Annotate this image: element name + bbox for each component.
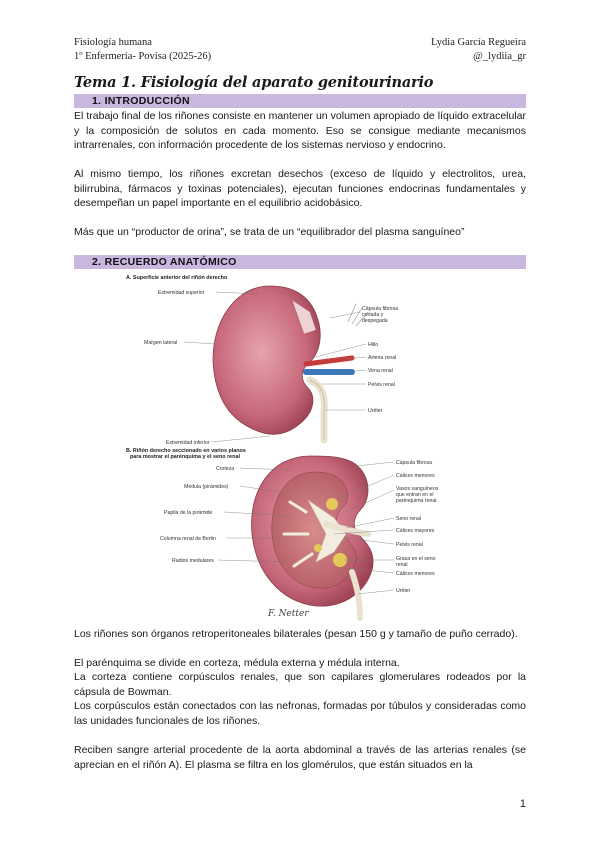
page-number: 1	[519, 798, 526, 810]
section-heading-text: 2. RECUERDO ANATÓMICO	[92, 256, 237, 268]
kidney-b-illustration	[252, 456, 374, 618]
label-vasos-2: que entran en el	[396, 492, 434, 498]
anatomy-paragraph-4: Los corpúsculos están conectados con las nefronas, formadas por túbulos y consideradas como las unidades funcionales de los riñones.	[74, 700, 526, 727]
intro-paragraph-2: Al mismo tiempo, los riñones excretan desechos (exceso de líquido y electrolitos, urea, bilirrubina, fármacos y toxinas potenciales), ejecutan funciones endocrinas fundamentales y desempeñan un papel importante en el equilibrio acidobásico.	[74, 168, 526, 209]
figure-heading-a: A. Superficie anterior del riñón derecho	[126, 275, 228, 281]
kidney-a-illustration	[213, 286, 368, 440]
label-calices-menores: Cálices menores	[396, 473, 435, 479]
label-grasa-2: renal	[396, 562, 408, 568]
label-extremidad-superior: Extremidad superior	[158, 290, 205, 296]
anatomy-paragraph-3: La corteza contiene corpúsculos renales, que son capilares glomerulares rodeados por la cápsula de Bowman.	[74, 671, 526, 698]
intro-paragraph-3: Más que un “productor de orina”, se trata de un “equilibrador del plasma sanguíneo”	[74, 226, 465, 238]
anatomy-paragraph-2: El parénquima se divide en corteza, médula externa y médula interna.	[74, 657, 400, 669]
label-capsula-fibrosa-2: cortada y	[362, 312, 384, 318]
anatomy-paragraph-5: Reciben sangre arterial procedente de la aorta abdominal a través de las arterias renales (se aprecian en el riñón A). El plasma se filtra en los glomérulos, que están situados en la	[74, 744, 526, 771]
label-radios-medulares: Radios medulares	[172, 558, 214, 564]
anatomy-paragraph-1: Los riñones son órganos retroperitoneales bilaterales (pesan 150 g y tamaño de puño cerrado).	[74, 628, 518, 640]
label-capsula-fibrosa-b: Cápsula fibrosa	[396, 460, 433, 466]
label-columna-renal: Columna renal de Bertin	[160, 536, 216, 542]
label-ureter-a: Uréter	[368, 408, 383, 414]
figure-heading-b-2: para mostrar el parénquima y el seno renal	[130, 454, 240, 460]
label-arteria-renal: Arteria renal	[368, 355, 397, 361]
label-vasos-3: parénquima renal	[396, 498, 437, 504]
label-grasa-1: Grasa en el seno	[396, 556, 436, 562]
label-capsula-fibrosa-3: despegada	[362, 318, 388, 324]
label-seno-renal: Seno renal	[396, 516, 422, 522]
label-vena-renal: Vena renal	[368, 368, 393, 374]
label-capsula-fibrosa-1: Cápsula fibrosa	[362, 306, 399, 312]
label-ureter-b: Uréter	[396, 588, 411, 594]
label-calices-mayores: Cálices mayores	[396, 528, 435, 534]
label-calices-menores-2: Cálices menores	[396, 571, 435, 577]
figure-heading-b-1: B. Riñón derecho seccionado en varios planos	[126, 448, 246, 454]
course-details: 1º Enfermería- Povisa (2025-26)	[74, 51, 212, 62]
label-extremidad-inferior: Extremidad inferior	[166, 440, 210, 446]
section-heading-recuerdo-anatomico	[74, 255, 526, 269]
illustrator-signature: F. Netter	[268, 609, 309, 619]
label-margen-lateral: Margen lateral	[144, 340, 178, 346]
label-pelvis-renal-a: Pelvis renal	[368, 382, 395, 388]
author-name: Lydia García Regueira	[430, 37, 526, 48]
section-heading-text: 1. INTRODUCCIÓN	[92, 95, 190, 107]
section-heading-introduccion	[74, 94, 526, 108]
label-pelvis-renal-b: Pelvis renal	[396, 542, 423, 548]
document-title: Tema 1. Fisiología del aparato genitourinario	[74, 74, 434, 91]
page-header-right	[431, 36, 526, 64]
label-papila: Papila de la pirámide	[164, 510, 213, 516]
label-medula: Médula (pirámides)	[184, 484, 229, 490]
course-name: Fisiología humana	[74, 37, 152, 48]
label-vasos-1: Vasos sanguíneos	[396, 486, 439, 492]
page-header-left	[74, 36, 211, 64]
author-handle: @_lydiia_gr	[473, 51, 526, 62]
intro-paragraph-1: El trabajo final de los riñones consiste en mantener un volumen apropiado de líquido extracelular y la composición de solutos en cada momento. Eso se consigue mediante mecanismos intrarrenales, con información procedente de los sistemas nervioso y endocrino.	[74, 110, 526, 151]
label-hilio: Hilio	[368, 342, 379, 348]
kidney-anatomy-figure	[120, 272, 480, 622]
label-corteza: Corteza	[216, 466, 235, 472]
